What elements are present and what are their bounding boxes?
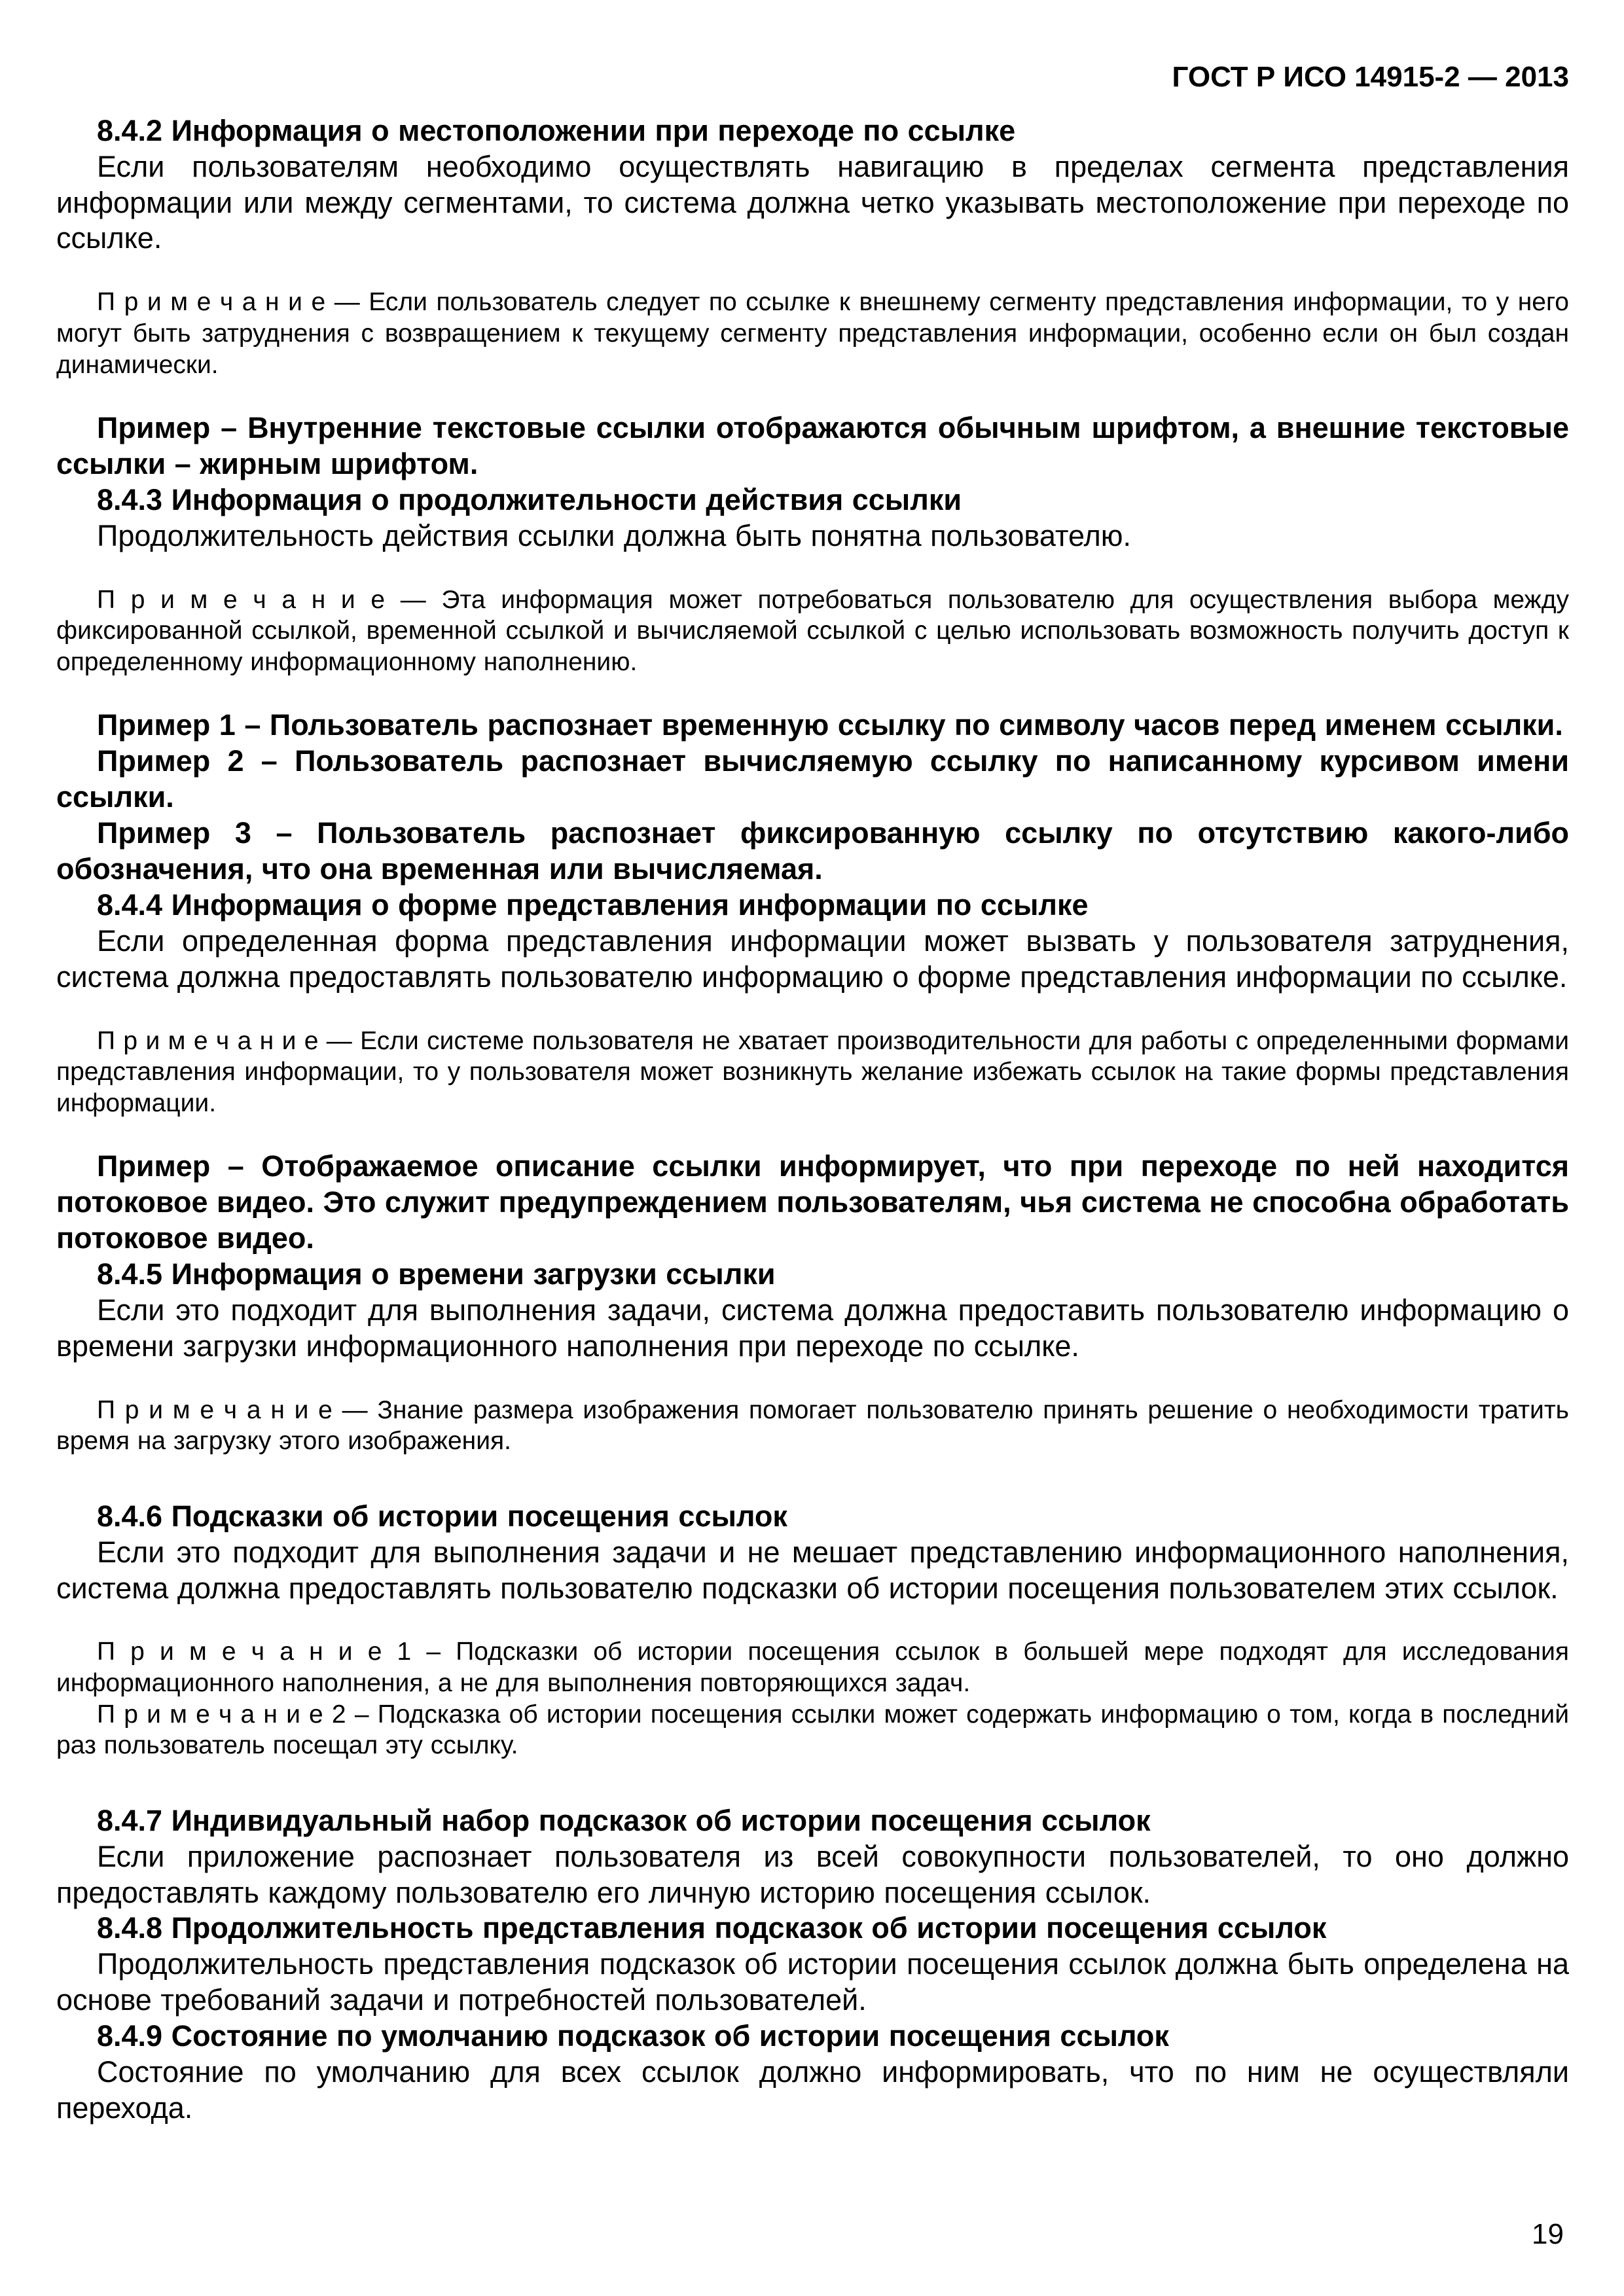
body-paragraph: Если определенная форма представления информации может вызвать у пользователя затруднения, система должна предоставлять пользователю информацию о форме представления информации по ссылке. [56, 924, 1569, 994]
body-paragraph: Состояние по умолчанию для всех ссылок должно информировать, что по ним не осуществляли перехода. [56, 2054, 1569, 2125]
section-heading: 8.4.5 Информация о времени загрузки ссылки [97, 1257, 776, 1291]
section-heading: 8.4.6 Подсказки об истории посещения ссылок [97, 1499, 787, 1533]
note-paragraph: П р и м е ч а н и е — Эта информация может потребоваться пользователю для осуществления выбора между фиксированной ссылкой, временной ссылкой и вычисляемой ссылкой с целью использовать возможность получить доступ к определенному информационному наполнению. [56, 585, 1569, 676]
body-paragraph: Если это подходит для выполнения задачи, система должна предоставить пользователю информацию о времени загрузки информационного наполнения при переходе по ссылке. [56, 1293, 1569, 1363]
body-paragraph: Продолжительность представления подсказок об истории посещения ссылок должна быть определена на основе требований задачи и потребностей пользователей. [56, 1947, 1569, 2017]
page-number: 19 [1532, 2218, 1564, 2250]
note-paragraph: П р и м е ч а н и е — Если пользователь следует по ссылке к внешнему сегменту представления информации, то у него могут быть затруднения с возвращением к текущему сегменту представления информации, особенно если он был создан динамически. [56, 288, 1569, 379]
section-heading: 8.4.3 Информация о продолжительности действия ссылки [97, 482, 962, 516]
body-paragraph: Продолжительность действия ссылки должна быть понятна пользователю. [97, 518, 1132, 552]
body-paragraph: Если приложение распознает пользователя из всей совокупности пользователей, то оно должно предоставлять каждому пользователю его личную историю посещения ссылок. [56, 1839, 1569, 1909]
example-paragraph: Пример – Внутренние текстовые ссылки отображаются обычным шрифтом, а внешние текстовые ссылки – жирным шрифтом. [56, 411, 1569, 480]
body-paragraph: Если это подходит для выполнения задачи и не мешает представлению информационного наполнения, система должна предоставлять пользователю подсказки об истории посещения пользователем этих ссылок. [56, 1535, 1569, 1605]
note-paragraph: П р и м е ч а н и е 1 – Подсказки об истории посещения ссылок в большей мере подходят для исследования информационного наполнения, а не для выполнения повторяющихся задач. [56, 1638, 1569, 1697]
section-heading: 8.4.4 Информация о форме представления информации по ссылке [97, 888, 1089, 922]
section-heading: 8.4.7 Индивидуальный набор подсказок об истории посещения ссылок [97, 1803, 1151, 1837]
body-paragraph: Если пользователям необходимо осуществлять навигацию в пределах сегмента представления информации или между сегментами, то система должна четко указывать местоположение при переходе по ссылке. [56, 149, 1569, 255]
example-paragraph: Пример 1 – Пользователь распознает временную ссылку по символу часов перед именем ссылки. [97, 708, 1563, 742]
note-paragraph: П р и м е ч а н и е 2 – Подсказка об истории посещения ссылки может содержать информацию о том, когда в последний раз пользователь посещал эту ссылку. [56, 1700, 1569, 1760]
section-heading: 8.4.2 Информация о местоположении при переходе по ссылке [97, 113, 1016, 147]
section-heading: 8.4.9 Состояние по умолчанию подсказок об истории посещения ссылок [97, 2019, 1169, 2053]
example-paragraph: Пример – Отображаемое описание ссылки информирует, что при переходе по ней находится потоковое видео. Это служит предупреждением пользователям, чья система не способна обработать потоковое видео. [56, 1149, 1569, 1255]
section-heading: 8.4.8 Продолжительность представления подсказок об истории посещения ссылок [97, 1911, 1327, 1945]
document-body [56, 113, 1569, 2126]
note-paragraph: П р и м е ч а н и е — Если системе пользователя не хватает производительности для работы с определенными формами представления информации, то у пользователя может возникнуть желание избежать ссылок на такие формы представления информации. [56, 1026, 1569, 1117]
note-paragraph: П р и м е ч а н и е — Знание размера изображения помогает пользователю принять решение о необходимости тратить время на загрузку этого изображения. [56, 1395, 1569, 1456]
example-paragraph: Пример 3 – Пользователь распознает фиксированную ссылку по отсутствию какого-либо обозначения, что она временная или вычисляемая. [56, 816, 1569, 886]
document-code: ГОСТ Р ИСО 14915-2 — 2013 [1172, 61, 1569, 93]
example-paragraph: Пример 2 – Пользователь распознает вычисляемую ссылку по написанному курсивом имени ссылки. [56, 744, 1569, 814]
page-header [56, 60, 1569, 95]
